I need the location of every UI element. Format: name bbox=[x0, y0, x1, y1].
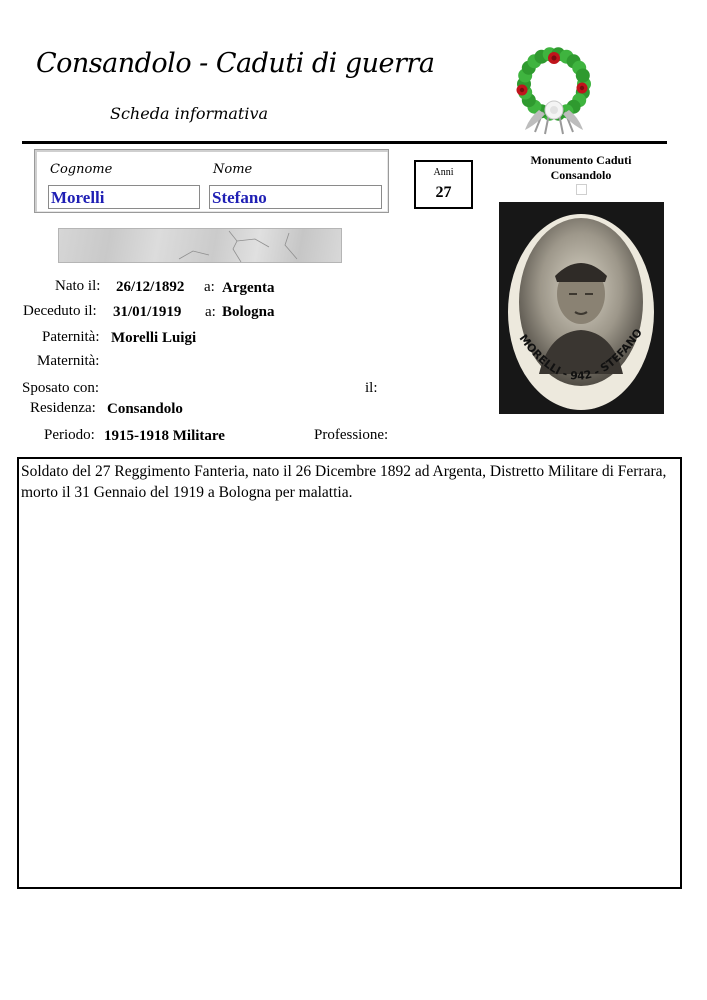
wreath-icon bbox=[505, 40, 603, 136]
nome-field[interactable]: Stefano bbox=[209, 185, 382, 209]
period-label: Periodo: bbox=[44, 427, 95, 443]
residence-value: Consandolo bbox=[107, 401, 183, 417]
spouse-label: Sposato con: bbox=[22, 380, 100, 396]
death-place-label: a: bbox=[205, 304, 216, 320]
birth-place-label: a: bbox=[204, 279, 215, 295]
monument-label: Monumento Caduti Consandolo bbox=[530, 153, 632, 182]
monument-checkbox[interactable] bbox=[576, 184, 587, 195]
death-date-value: 31/01/1919 bbox=[113, 304, 182, 320]
cognome-field[interactable]: Morelli bbox=[48, 185, 200, 209]
wreath-leaf bbox=[576, 69, 590, 83]
gravestone-image bbox=[58, 228, 342, 263]
age-box bbox=[414, 160, 473, 209]
father-label: Paternità: bbox=[42, 329, 100, 345]
notes-box[interactable] bbox=[17, 457, 682, 889]
period-value: 1915-1918 Militare bbox=[104, 428, 225, 444]
notes-text: Soldato del 27 Reggimento Fanteria, nato il 26 Dicembre 1892 ad Argenta, Distretto Militare di Ferrara, morto il 31 Gennaio del 1919 a Bologna per malattia. bbox=[21, 463, 667, 501]
death-place-value: Bologna bbox=[222, 304, 275, 320]
birth-date-value: 26/12/1892 bbox=[116, 279, 185, 295]
header-rule bbox=[22, 141, 667, 144]
photo-caption: MORELLI - 942 - STEFANO bbox=[516, 326, 645, 383]
birth-place-value: Argenta bbox=[222, 280, 275, 296]
death-date-label: Deceduto il: bbox=[23, 303, 97, 319]
birth-date-label: Nato il: bbox=[55, 278, 101, 294]
father-value: Morelli Luigi bbox=[111, 330, 197, 346]
portrait-photo bbox=[499, 202, 664, 414]
page-title: Consandolo - Caduti di guerra bbox=[36, 48, 435, 79]
residence-label: Residenza: bbox=[30, 400, 96, 416]
nome-label: Nome bbox=[213, 162, 253, 177]
mother-label: Maternità: bbox=[37, 353, 100, 369]
age-value: 27 bbox=[435, 184, 452, 201]
age-label: Anni bbox=[433, 167, 454, 178]
profession-label: Professione: bbox=[314, 427, 389, 443]
cognome-label: Cognome bbox=[50, 162, 113, 177]
spouse-date-label: il: bbox=[365, 380, 378, 396]
page-subtitle: Scheda informativa bbox=[110, 104, 269, 123]
